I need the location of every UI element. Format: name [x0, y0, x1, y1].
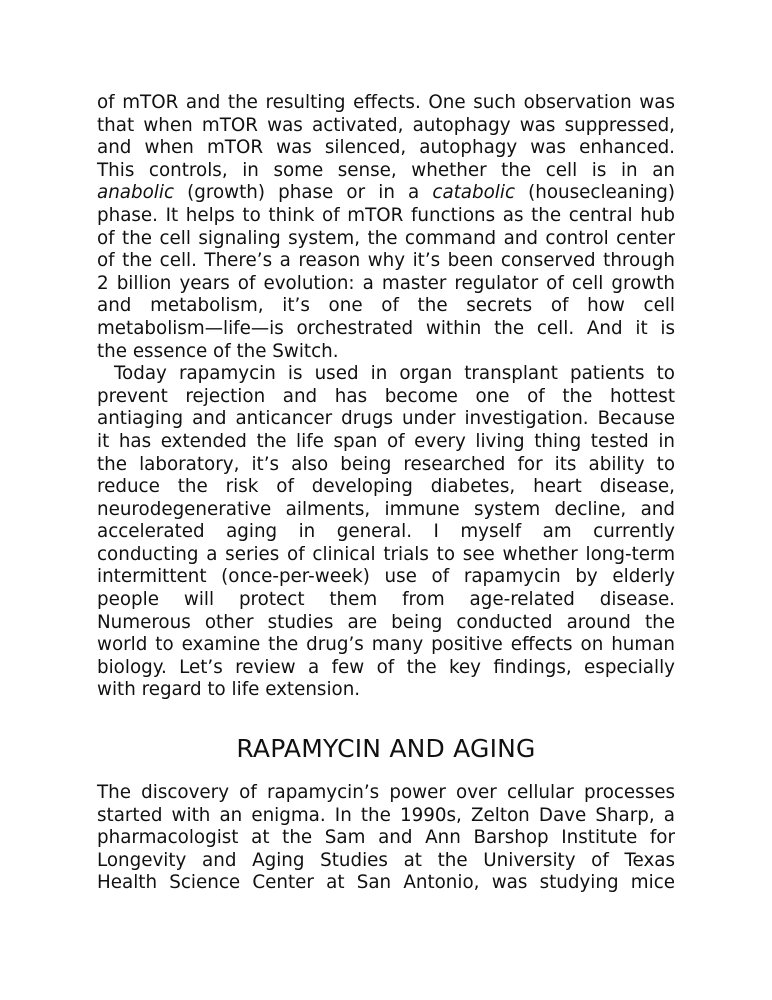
text-line — [97, 160, 675, 183]
text-line — [97, 363, 675, 386]
text-line — [97, 341, 675, 364]
text-line — [97, 679, 675, 702]
text-line — [97, 205, 675, 228]
text-line — [97, 273, 675, 296]
text-span: neurodegenerative ailments, immune system decline, and — [97, 498, 675, 520]
text-span: prevent rejection and has become one of the hottest — [97, 385, 675, 407]
text-line — [97, 499, 675, 522]
text-span: reduce the risk of developing diabetes, heart disease, — [97, 476, 675, 498]
text-line — [97, 182, 675, 205]
section-heading: RAPAMYCIN AND AGING — [236, 734, 536, 764]
text-line — [97, 92, 675, 115]
text-span: conducting a series of clinical trials to see whether long-term — [97, 543, 675, 565]
text-line — [97, 805, 675, 828]
text-span: (housecleaning) — [515, 182, 675, 204]
text-line — [97, 386, 675, 409]
text-line — [97, 228, 675, 251]
text-line — [97, 295, 675, 318]
text-span: Health Science Center at San Antonio, was studying mice — [97, 872, 675, 894]
text-line — [97, 850, 675, 873]
text-line — [97, 782, 675, 805]
text-span: the laboratory, it’s also being researched for its ability to — [97, 453, 675, 475]
text-span: intermittent (once-per-week) use of rapamycin by elderly — [97, 566, 675, 588]
text-line — [97, 612, 675, 635]
text-line — [97, 454, 675, 477]
text-span: Today rapamycin is used in organ transplant patients to — [114, 363, 675, 385]
text-span: with regard to life extension. — [97, 679, 361, 701]
text-line — [97, 634, 675, 657]
text-span: of mTOR and the resulting effects. One such observation was — [97, 92, 675, 113]
text-span: that when mTOR was activated, autophagy was suppressed, — [97, 114, 675, 136]
text-span: Longevity and Aging Studies at the University of Texas — [97, 849, 675, 871]
text-line — [97, 250, 675, 273]
text-line — [97, 476, 675, 499]
text-span: the essence of the Switch. — [97, 340, 339, 362]
text-span: started with an enigma. In the 1990s, Zelton Dave Sharp, a — [97, 804, 675, 826]
text-line — [97, 115, 675, 138]
text-span: people will protect them from age-related disease. — [97, 589, 675, 611]
text-span: and when mTOR was silenced, autophagy was enhanced. — [97, 137, 675, 159]
text-line — [97, 137, 675, 160]
italic-term: catabolic — [432, 182, 516, 204]
italic-term: anabolic — [97, 182, 174, 204]
text-span: This controls, in some sense, whether the cell is in an — [97, 159, 675, 181]
text-span: pharmacologist at the Sam and Ann Barshop Institute for — [97, 827, 675, 849]
text-span: biology. Let’s review a few of the key findings, especially — [97, 656, 675, 678]
text-line — [97, 431, 675, 454]
text-line — [97, 589, 675, 612]
text-line — [97, 827, 675, 850]
text-span: 2 billion years of evolution: a master regulator of cell growth — [97, 272, 675, 294]
text-span: The discovery of rapamycin’s power over cellular processes — [97, 782, 675, 804]
text-line — [97, 544, 675, 567]
text-line — [97, 566, 675, 589]
book-page — [97, 92, 675, 895]
text-line — [97, 657, 675, 680]
text-span: (growth) phase or in a — [174, 182, 433, 204]
text-span: Numerous other studies are being conducted around the — [97, 611, 675, 633]
text-line — [97, 521, 675, 544]
text-span: accelerated aging in general. I myself am currently — [97, 521, 675, 543]
text-line — [97, 872, 675, 895]
text-span: antiaging and anticancer drugs under investigation. Because — [97, 408, 675, 430]
text-span: and metabolism, it’s one of the secrets of how cell — [97, 295, 675, 317]
text-span: it has extended the life span of every living thing tested in — [97, 430, 675, 452]
text-span: world to examine the drug’s many positive effects on human — [97, 634, 675, 656]
paragraph-rapamycin-discovery — [97, 782, 675, 895]
text-span: of the cell. There’s a reason why it’s been conserved through — [97, 250, 675, 272]
text-line — [97, 318, 675, 341]
text-line — [97, 408, 675, 431]
paragraph-rapamycin-uses — [97, 363, 675, 702]
text-span: phase. It helps to think of mTOR functions as the central hub — [97, 204, 675, 226]
text-span: metabolism—life—is orchestrated within the cell. And it is — [97, 317, 675, 339]
paragraph-mtor-function — [97, 92, 675, 363]
text-span: of the cell signaling system, the command and control center — [97, 227, 675, 249]
